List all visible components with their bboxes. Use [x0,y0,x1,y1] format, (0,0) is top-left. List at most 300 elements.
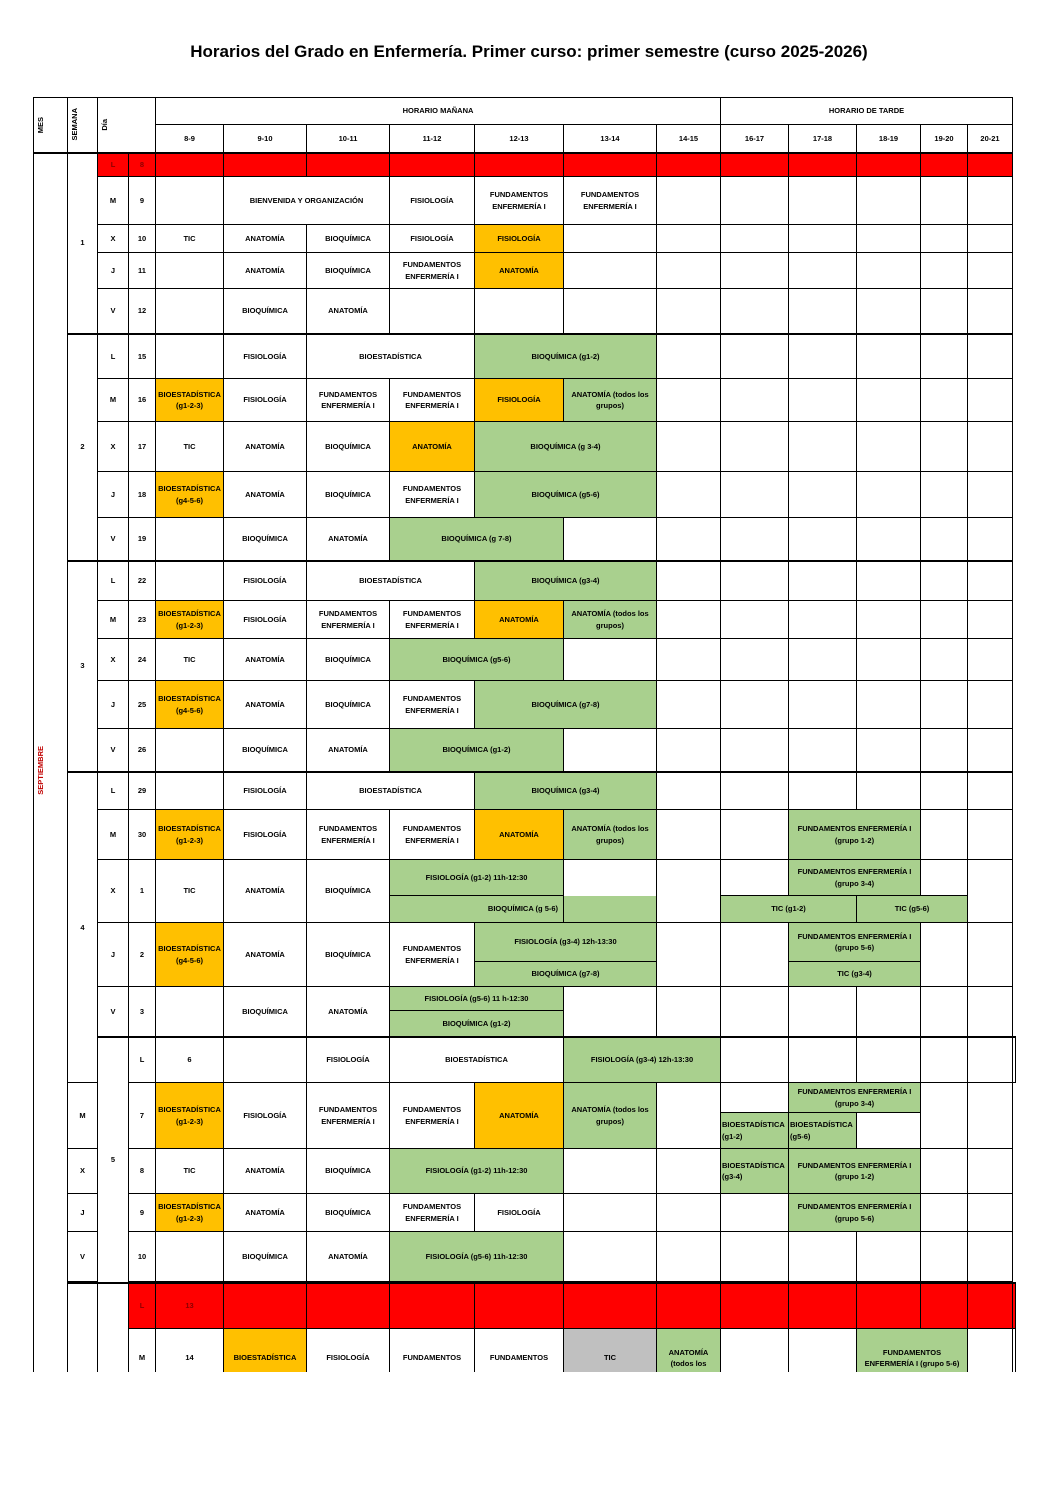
class-cell: FISIOLOGÍA (g1-2) 11h-12:30 [390,860,564,896]
day-number: 12 [129,289,156,334]
class-cell [789,253,857,289]
class-cell [921,1037,968,1083]
class-cell [857,601,921,639]
class-cell [921,987,968,1037]
class-cell [968,601,1013,639]
day-number: 14 [156,1328,224,1372]
day-letter: V [98,729,129,772]
day-letter: X [98,860,129,923]
hour-header: 17-18 [789,125,857,153]
day-letter: X [98,225,129,253]
class-cell: FUNDAMENTOS ENFERMERÍA I [307,601,390,639]
class-cell: FISIOLOGÍA (g5-6) 11 h-12:30 [390,987,564,1011]
class-cell [789,334,857,379]
holiday-cell [475,153,564,177]
class-cell: BIOQUÍMICA (g 5-6) [390,896,657,923]
class-cell [1013,1037,1016,1083]
class-cell [156,334,224,379]
class-cell [657,987,721,1037]
class-cell [857,253,921,289]
day-number: 17 [129,422,156,472]
week-cell: 5 [98,1037,129,1284]
class-cell [564,1149,657,1194]
class-cell [657,422,721,472]
schedule-grid [33,97,1016,1372]
day-letter: V [98,518,129,561]
class-cell: BIOQUÍMICA (g1-2) [475,334,657,379]
class-cell: BIOQUÍMICA (g 3-4) [475,422,657,472]
class-cell: FISIOLOGÍA (g3-4) 12h-13:30 [475,923,657,962]
class-cell [1013,1328,1016,1372]
class-cell: BIOQUÍMICA [307,923,390,987]
day-letter: L [98,561,129,601]
class-cell: BIOESTADÍSTICA (g1-2) [721,1113,789,1149]
class-cell: BIOQUÍMICA (g7-8) [475,962,657,987]
day-number: 16 [129,379,156,422]
class-cell [564,1194,657,1232]
class-cell [721,1232,789,1282]
holiday-cell [921,153,968,177]
day-letter: L [129,1037,156,1083]
class-cell [921,1232,968,1282]
class-cell [657,772,721,810]
class-cell [968,1037,1013,1083]
class-cell: TIC (g5-6) [857,896,968,923]
holiday-cell [307,153,390,177]
schedule-table [33,97,1016,1372]
class-cell: BIOESTADÍSTICA [307,772,475,810]
class-cell [857,472,921,518]
holiday-cell [857,153,921,177]
class-cell: TIC [156,860,224,923]
hour-header: 9-10 [224,125,307,153]
day-letter: X [68,1149,98,1194]
hour-header: 20-21 [968,125,1013,153]
holiday-cell [390,153,475,177]
class-cell [564,639,657,681]
class-cell [789,472,857,518]
class-cell: ANATOMÍA [224,923,307,987]
class-cell [721,561,789,601]
class-cell [968,1328,1013,1372]
class-cell [921,422,968,472]
class-cell [921,334,968,379]
class-cell [789,379,857,422]
day-number: 3 [129,987,156,1037]
class-cell: TIC [156,422,224,472]
class-cell: FUNDAMENTOS ENFERMERÍA I [390,810,475,860]
class-cell: FISIOLOGÍA [224,379,307,422]
class-cell [857,289,921,334]
class-cell: BIOESTADÍSTICA [390,1037,564,1083]
class-cell: BIOQUÍMICA [307,253,390,289]
class-cell [224,1037,307,1083]
day-number: 30 [129,810,156,860]
class-cell [789,729,857,772]
day-letter: L [98,153,129,177]
class-cell [564,987,657,1037]
class-cell: FISIOLOGÍA [307,1328,390,1372]
day-number: 15 [129,334,156,379]
class-cell [657,1149,721,1194]
holiday-cell [921,1283,968,1328]
class-cell [721,860,789,896]
class-cell: BIOQUÍMICA [224,729,307,772]
class-cell [657,225,721,253]
header-semana: SEMANA [68,98,98,153]
holiday-cell [968,1283,1013,1328]
day-number: 26 [129,729,156,772]
class-cell: ANATOMÍA (todos los grupos) [564,810,657,860]
class-cell: BIOQUÍMICA [307,422,390,472]
day-letter: J [98,923,129,987]
class-cell: ANATOMÍA [224,253,307,289]
class-cell [921,772,968,810]
class-cell [657,289,721,334]
class-cell: FUNDAMENTOS ENFERMERÍA I [390,923,475,987]
class-cell: BIOQUÍMICA [307,639,390,681]
class-cell: ANATOMÍA [224,681,307,729]
class-cell: FISIOLOGÍA [390,177,475,225]
day-number: 25 [129,681,156,729]
class-cell [657,379,721,422]
class-cell [789,422,857,472]
class-cell: FUNDAMENTOS [390,1328,475,1372]
class-cell: BIOQUÍMICA (g3-4) [475,772,657,810]
class-cell: ANATOMÍA [475,253,564,289]
class-cell: BIOESTADÍSTICA [307,561,475,601]
class-cell [857,561,921,601]
class-cell: BIOQUÍMICA [224,987,307,1037]
class-cell [968,253,1013,289]
class-cell [789,1232,857,1282]
day-letter: L [98,772,129,810]
class-cell: ANATOMÍA [475,601,564,639]
hour-header: 10-11 [307,125,390,153]
hour-header: 13-14 [564,125,657,153]
day-number: 23 [129,601,156,639]
class-cell [921,379,968,422]
class-cell: ANATOMÍA [307,1232,390,1282]
class-cell [156,772,224,810]
class-cell: ANATOMÍA [224,860,307,923]
class-cell: FUNDAMENTOS ENFERMERÍA I [390,379,475,422]
class-cell [857,772,921,810]
class-cell: FISIOLOGÍA (g5-6) 11h-12:30 [390,1232,564,1282]
class-cell [968,561,1013,601]
class-cell [968,729,1013,772]
class-cell: FUNDAMENTOS ENFERMERÍA I (grupo 3-4) [789,1083,921,1113]
class-cell: BIOESTADÍSTICA (g1-2-3) [156,379,224,422]
class-cell: FISIOLOGÍA [307,1037,390,1083]
class-cell: FISIOLOGÍA [224,334,307,379]
class-cell [968,518,1013,561]
week-cell [98,1283,129,1372]
class-cell: BIOQUÍMICA [307,225,390,253]
day-number: 24 [129,639,156,681]
class-cell: FISIOLOGÍA [475,225,564,253]
class-cell [564,253,657,289]
class-cell [921,923,968,987]
class-cell [789,177,857,225]
class-cell [921,253,968,289]
day-letter: M [98,177,129,225]
class-cell: TIC [156,225,224,253]
class-cell: BIOQUÍMICA [307,472,390,518]
class-cell [156,289,224,334]
class-cell: BIOQUÍMICA (g 7-8) [390,518,564,561]
class-cell [968,1232,1013,1282]
day-number: 11 [129,253,156,289]
day-number: 8 [129,1149,156,1194]
class-cell: BIOQUÍMICA (g1-2) [390,729,564,772]
class-cell [921,1194,968,1232]
class-cell: FISIOLOGÍA (g3-4) 12h-13:30 [564,1037,721,1083]
hour-header: 16-17 [721,125,789,153]
hour-header: 8-9 [156,125,224,153]
holiday-cell [968,153,1013,177]
day-number: 18 [129,472,156,518]
class-cell: FISIOLOGÍA [475,379,564,422]
class-cell [968,177,1013,225]
class-cell [657,810,721,860]
class-cell: TIC (g1-2) [721,896,857,923]
class-cell [721,379,789,422]
class-cell [789,1328,857,1372]
holiday-cell [390,1283,475,1328]
day-number: 9 [129,1194,156,1232]
class-cell [857,334,921,379]
class-cell: FUNDAMENTOS ENFERMERÍA I [307,810,390,860]
class-cell: TIC (g3-4) [789,962,921,987]
class-cell: ANATOMÍA [224,1194,307,1232]
class-cell [721,253,789,289]
class-cell [657,518,721,561]
class-cell [968,987,1013,1037]
class-cell [789,289,857,334]
day-number: 8 [129,153,156,177]
day-letter: V [68,1232,98,1282]
day-number: 19 [129,518,156,561]
class-cell [857,518,921,561]
day-letter: M [68,1083,98,1149]
class-cell [968,334,1013,379]
holiday-cell [224,153,307,177]
header-horario-tarde: HORARIO DE TARDE [721,98,1013,125]
class-cell: BIOESTADÍSTICA (g1-2-3) [156,1083,224,1149]
class-cell [721,472,789,518]
class-cell [968,225,1013,253]
day-number: 1 [129,860,156,923]
class-cell: BIOESTADÍSTICA (g1-2-3) [156,601,224,639]
class-cell [721,518,789,561]
class-cell: BIOQUÍMICA [224,1232,307,1282]
class-cell [156,729,224,772]
class-cell [921,860,968,896]
holiday-cell [789,153,857,177]
day-letter: X [98,422,129,472]
class-cell [921,472,968,518]
class-cell [857,177,921,225]
class-cell: BIOESTADÍSTICA (g3-4) [721,1149,789,1194]
class-cell: BIENVENIDA Y ORGANIZACIÓN [224,177,390,225]
class-cell [657,639,721,681]
day-letter: J [98,253,129,289]
class-cell [968,860,1013,923]
class-cell [921,729,968,772]
class-cell: FUNDAMENTOS ENFERMERÍA I (grupo 1-2) [789,810,921,860]
class-cell [475,289,564,334]
class-cell: TIC [156,639,224,681]
class-cell [156,987,224,1037]
holiday-cell [657,153,721,177]
class-cell: FUNDAMENTOS ENFERMERÍA I (grupo 5-6) [789,923,921,962]
class-cell: ANATOMÍA [224,472,307,518]
class-cell: BIOQUÍMICA [307,860,390,923]
class-cell: ANATOMÍA (todos los grupos) [564,1083,657,1149]
class-cell: BIOESTADÍSTICA [307,334,475,379]
class-cell [721,1194,789,1232]
holiday-cell [307,1283,390,1328]
class-cell [657,860,721,923]
class-cell: TIC [156,1149,224,1194]
class-cell: BIOESTADÍSTICA (g1-2-3) [156,1194,224,1232]
class-cell: FUNDAMENTOS ENFERMERÍA I [390,681,475,729]
class-cell: BIOQUÍMICA [307,681,390,729]
class-cell: FISIOLOGÍA [224,601,307,639]
day-number: 6 [156,1037,224,1083]
class-cell [789,601,857,639]
class-cell [789,681,857,729]
class-cell: BIOQUÍMICA (g5-6) [475,472,657,518]
holiday-cell [564,153,657,177]
class-cell [789,225,857,253]
class-cell: FISIOLOGÍA [475,1194,564,1232]
week-cell: 3 [68,561,98,772]
class-cell: ANATOMÍA [475,810,564,860]
class-cell: FUNDAMENTOS ENFERMERÍA I [475,177,564,225]
class-cell: BIOESTADÍSTICA (g5-6) [789,1113,857,1149]
class-cell [968,810,1013,860]
day-number: 10 [129,225,156,253]
class-cell [921,518,968,561]
class-cell: FUNDAMENTOS ENFERMERÍA I (grupo 5-6) [789,1194,921,1232]
class-cell [657,561,721,601]
class-cell: FUNDAMENTOS ENFERMERÍA I [390,1083,475,1149]
class-cell: ANATOMÍA (todos los grupos) [564,601,657,639]
class-cell: ANATOMÍA [475,1083,564,1149]
header-mes: MES [34,98,68,153]
class-cell [789,518,857,561]
day-number: 22 [129,561,156,601]
class-cell: BIOESTADÍSTICA (g1-2-3) [156,810,224,860]
class-cell: BIOQUÍMICA (g5-6) [390,639,564,681]
class-cell [564,518,657,561]
class-cell [721,422,789,472]
class-cell: ANATOMÍA (todos los [657,1328,721,1372]
class-cell [968,1149,1013,1194]
class-cell [968,923,1013,987]
class-cell [921,177,968,225]
class-cell: ANATOMÍA [307,518,390,561]
holiday-cell [564,1283,657,1328]
day-letter: V [98,987,129,1037]
class-cell [721,225,789,253]
class-cell: BIOQUÍMICA (g1-2) [390,1011,564,1037]
class-cell: BIOQUÍMICA (g7-8) [475,681,657,729]
class-cell [156,561,224,601]
month-cell: SEPTIEMBRE [34,153,68,1373]
class-cell [857,987,921,1037]
class-cell: FUNDAMENTOS ENFERMERÍA I [564,177,657,225]
day-number: 9 [129,177,156,225]
class-cell: ANATOMÍA (todos los grupos) [564,379,657,422]
class-cell: ANATOMÍA [390,422,475,472]
class-cell [721,1328,789,1372]
class-cell [968,422,1013,472]
class-cell [564,729,657,772]
month-cell [68,1283,98,1372]
class-cell [721,987,789,1037]
class-cell [857,1037,921,1083]
class-cell [156,253,224,289]
class-cell [857,1232,921,1282]
class-cell [857,681,921,729]
class-cell [789,639,857,681]
holiday-cell [224,1283,307,1328]
class-cell: FISIOLOGÍA [224,561,307,601]
hour-header: 14-15 [657,125,721,153]
week-cell: 1 [68,153,98,334]
class-cell: BIOESTADÍSTICA (g4-5-6) [156,681,224,729]
class-cell [564,225,657,253]
class-cell: ANATOMÍA [224,1149,307,1194]
class-cell [564,289,657,334]
class-cell [721,334,789,379]
class-cell: BIOESTADÍSTICA (g4-5-6) [156,923,224,987]
class-cell [921,601,968,639]
class-cell [789,987,857,1037]
class-cell: FISIOLOGÍA (g1-2) 11h-12:30 [390,1149,564,1194]
day-number: 13 [156,1283,224,1328]
class-cell [657,1194,721,1232]
class-cell [564,1232,657,1282]
class-cell [921,561,968,601]
hour-header: 19-20 [921,125,968,153]
class-cell [721,1083,789,1113]
class-cell [789,1037,857,1083]
class-cell [721,681,789,729]
class-cell [968,681,1013,729]
class-cell [857,379,921,422]
holiday-cell [721,153,789,177]
holiday-cell [789,1283,857,1328]
class-cell [857,422,921,472]
day-number: 7 [129,1083,156,1149]
class-cell: FISIOLOGÍA [390,225,475,253]
class-cell [721,729,789,772]
class-cell [657,923,721,987]
class-cell: BIOESTADÍSTICA [224,1328,307,1372]
class-cell [657,681,721,729]
class-cell: ANATOMÍA [307,987,390,1037]
day-letter: M [98,810,129,860]
holiday-cell [156,153,224,177]
class-cell: FUNDAMENTOS [475,1328,564,1372]
day-letter: J [98,472,129,518]
class-cell [968,472,1013,518]
day-letter: J [98,681,129,729]
